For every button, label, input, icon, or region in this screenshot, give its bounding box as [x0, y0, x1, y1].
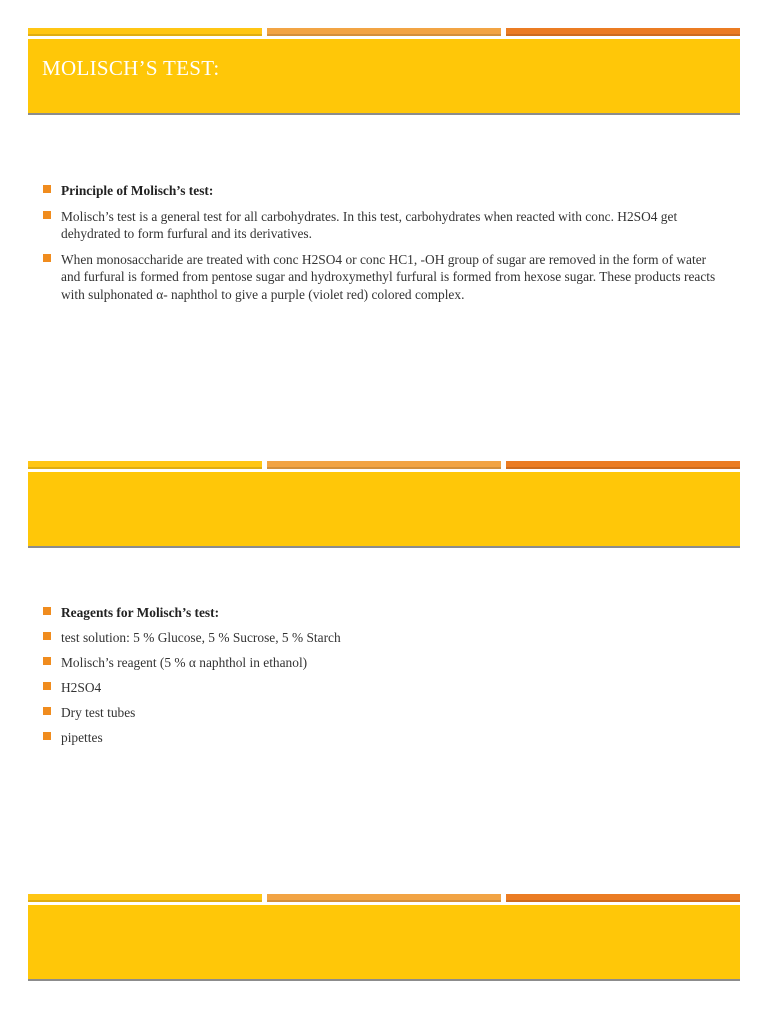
bullet-square-icon	[43, 707, 51, 715]
list-item: Principle of Molisch’s test:	[42, 182, 722, 200]
bullet-square-icon	[43, 632, 51, 640]
decorative-stripes	[28, 28, 740, 36]
bullet-square-icon	[43, 607, 51, 615]
stripe-orange	[506, 461, 740, 469]
list-item: Molisch’s test is a general test for all carbohydrates. In this test, carbohydrates when reacted with conc. H2SO4 get dehydrated to form furfural and its derivatives.	[42, 208, 722, 243]
slide-title: MOLISCH’S TEST:	[42, 56, 220, 80]
stripe-yellow	[28, 894, 262, 902]
stripe-yellow	[28, 28, 262, 36]
bullet-square-icon	[43, 732, 51, 740]
stripe-light-orange	[267, 461, 501, 469]
stripe-orange	[506, 28, 740, 36]
slide-title-banner	[28, 472, 740, 548]
list-item: H2SO4	[42, 679, 722, 697]
bullet-square-icon	[43, 682, 51, 690]
bullet-square-icon	[43, 657, 51, 665]
decorative-stripes	[28, 461, 740, 469]
slide-title-banner	[28, 39, 740, 115]
slide-title-banner	[28, 905, 740, 981]
bullet-list	[42, 604, 722, 747]
bullet-list	[42, 182, 722, 303]
bullet-square-icon	[43, 254, 51, 262]
list-item: When monosaccharide are treated with conc H2SO4 or conc HC1, -OH group of sugar are removed in the form of water and furfural is formed from pentose sugar and hydroxymethyl furfural is formed from hexose sugar. These products reacts with sulphonated α- naphthol to give a purple (violet red) colored complex.	[42, 251, 722, 304]
stripe-light-orange	[267, 28, 501, 36]
list-item: Dry test tubes	[42, 704, 722, 722]
stripe-light-orange	[267, 894, 501, 902]
bullet-square-icon	[43, 211, 51, 219]
decorative-stripes	[28, 894, 740, 902]
list-item: test solution: 5 % Glucose, 5 % Sucrose, 5 % Starch	[42, 629, 722, 647]
bullet-square-icon	[43, 185, 51, 193]
stripe-yellow	[28, 461, 262, 469]
list-item: Reagents for Molisch’s test:	[42, 604, 722, 622]
stripe-orange	[506, 894, 740, 902]
list-item: Molisch’s reagent (5 % α naphthol in ethanol)	[42, 654, 722, 672]
list-item: pipettes	[42, 729, 722, 747]
